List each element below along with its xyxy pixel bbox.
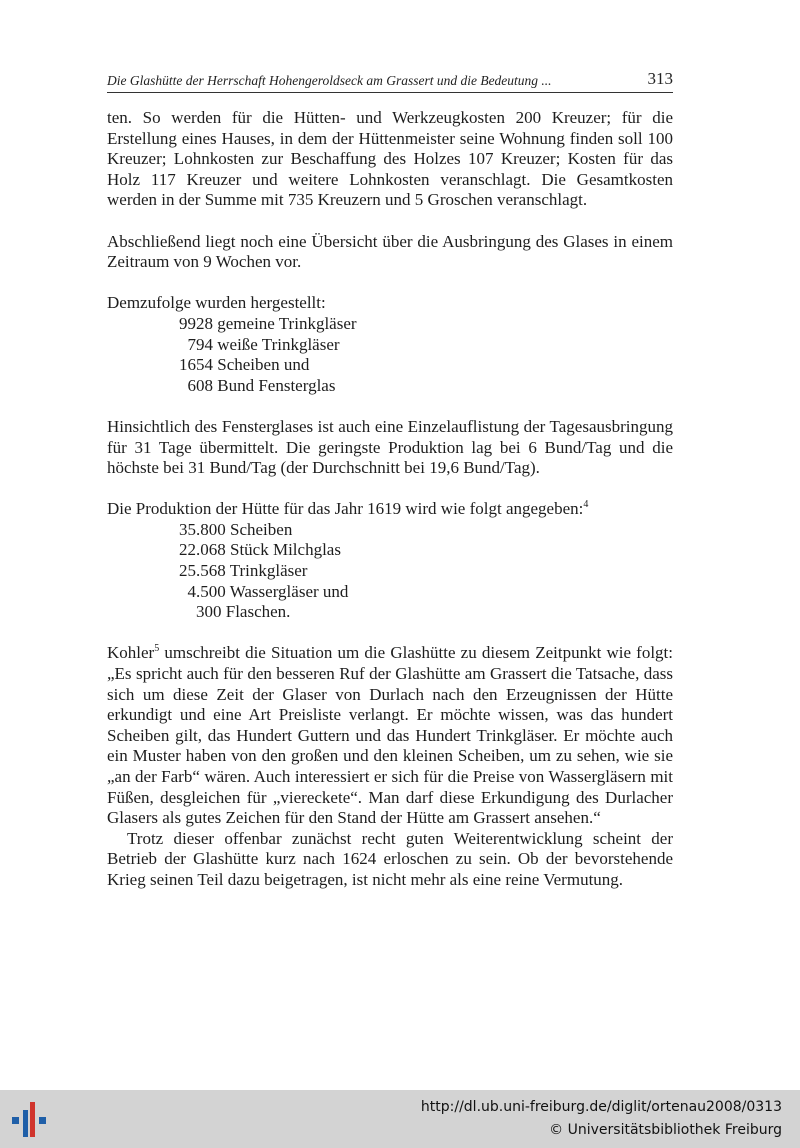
list-item: 300 Flaschen.: [179, 602, 291, 622]
list-item: 35.800 Scheiben: [179, 519, 293, 539]
paragraph-4: Hinsichtlich des Fensterglases ist auch eine Einzelauflistung der Tagesausbringung für 31 Tage übermittelt. Die geringste Produktion lag bei 6 Bund/Tag und die höchste bei 31 Bund/Tag (der Durchschnitt bei 19,6 Bund/Tag).: [107, 416, 673, 478]
paragraph-6: [107, 643, 673, 828]
paragraph-5-text: Die Produktion der Hütte für das Jahr 1619 wird wie folgt angegeben:: [107, 499, 584, 519]
paragraph-1: ten. So werden für die Hütten- und Werkzeugkosten 200 Kreuzer; für die Erstellung eines Hauses, in dem der Hüttenmeister seine Wohnung finden soll 100 Kreuzer; Lohnkosten zur Beschaffung des Holzes 107 Kreuzer; Kosten für das Holz 117 Kreuzer und weitere Lohnkosten veranschlagt. Die Gesamtkosten werden in der Summe mit 735 Kreuzern und 5 Groschen veranschlagt.: [107, 108, 673, 210]
paragraph-7: Trotz dieser offenbar zunächst recht guten Weiterentwicklung scheint der Betrieb der Glashütte kurz nach 1624 erloschen zu sein. Ob der bevorstehende Krieg seinen Teil dazu beigetragen, ist nicht mehr als eine reine Vermutung.: [107, 828, 673, 889]
running-head: [107, 70, 673, 93]
paragraph-2: Abschließend liegt noch eine Übersicht über die Ausbringung des Glases in einem Zeitraum von 9 Wochen vor.: [107, 231, 673, 272]
paragraph-5: [107, 499, 673, 520]
paragraph-6-text: umschreibt die Situation um die Glashütte zu diesem Zeitpunkt wie folgt: „Es spricht auch für den besseren Ruf der Glashütte am Grassert die Tatsache, dass sich um diese Zeit der Glaser von Durlach nach den Erzeugnissen der Hütte erkundigt und eine Art Preisliste verlangt. Er möchte wissen, was das hundert Scheiben gilt, das Hundert Guttern und das Hundert Trinkgläser. Er möchte auch ein Muster haben von den großen und den kleinen Scheiben, um zu sehen, wie sie „an der Farb“ wären. Auch interessiert er sich für die Preise von Wassergläsern mit Füßen, desgleichen für „viereckete“. Man darf diese Erkundigung des Durlacher Glasers als gutes Zeichen für den Stand der Hütte am Grassert ansehen.“: [107, 643, 673, 828]
page-number: 313: [647, 69, 673, 88]
list-item: 9928 gemeine Trinkgläser: [179, 313, 357, 333]
author-name: Kohler: [107, 643, 155, 663]
production-list-1619: [107, 520, 673, 623]
list-item: 4.500 Wassergläser und: [179, 581, 349, 601]
production-list-9-weeks: [107, 314, 673, 396]
list-item: 22.068 Stück Milchglas: [179, 540, 341, 560]
paragraph-3: Demzufolge wurden hergestellt:: [107, 293, 326, 313]
list-item: 1654 Scheiben und: [179, 355, 310, 375]
source-url-link[interactable]: http://dl.ub.uni-freiburg.de/diglit/ortenau2008/0313: [420, 1099, 782, 1115]
body-text: [107, 108, 673, 891]
list-item: 25.568 Trinkgläser: [179, 561, 308, 581]
ub-freiburg-logo-icon: [10, 1100, 50, 1140]
copyright-notice: © Universitätsbibliothek Freiburg: [549, 1122, 782, 1138]
list-item: 608 Bund Fensterglas: [179, 375, 336, 395]
running-title: Die Glashütte der Herrschaft Hohengeroldseck am Grassert und die Bedeutung ...: [107, 73, 552, 88]
footnote-marker: 4: [583, 499, 589, 511]
list-item: 794 weiße Trinkgläser: [179, 334, 340, 354]
library-footer: [0, 1090, 800, 1148]
footnote-marker: 5: [154, 643, 160, 655]
